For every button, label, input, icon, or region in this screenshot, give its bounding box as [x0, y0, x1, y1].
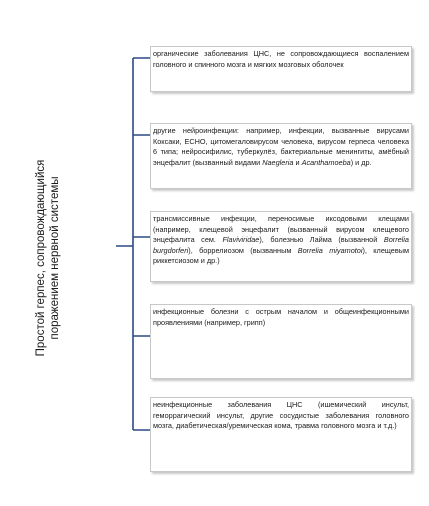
box-tick-borne-italic-b: Borrelia burgdorferi [153, 235, 409, 255]
box-tick-borne-text-c: ), боррелиозом (вызванным [188, 245, 298, 255]
box-other-neuroinfections-text-b: и [293, 157, 302, 167]
box-tick-borne-italic-c: Borrelia miyamotoi [297, 245, 363, 255]
box-acute-infectious-text: инфекционные болезни с острым началом и общеинфекционными проявлениями (например, грипп) [153, 307, 409, 327]
box-other-neuroinfections-italic-b: Acanthamoeba [301, 157, 351, 167]
box-acute-infectious-diseases [150, 304, 412, 379]
box-tick-borne-italic-a: Flaviviridae [222, 235, 260, 244]
box-other-neuroinfections-italic-a: Naegleria [262, 157, 294, 167]
box-other-neuroinfections-text-a: другие нейроинфекции: например, инфекции, вызванные вирусами Коксаки, ЕСНО, цитомегаловирусом человека, вирусом герпеса человека 6 типа; нейросифилис, туберкулёз, бактериальные менингиты, амёбный энцефалит (вызванный видами [153, 126, 409, 167]
root-label: Простой герпес, сопровождающийся поражением нервной системы [35, 159, 61, 357]
box-tick-borne-text-d: ), клещевым риккетсиозом и др.) [153, 245, 409, 265]
box-noninfectious-cns [150, 397, 412, 472]
box-organic-cns-text: органические заболевания ЦНС, не сопровождающиеся воспалением головного и спинного мозга и мягких мозговых оболочек [153, 49, 409, 69]
box-tick-borne-text-b: ), болезнью Лайма (вызванной [259, 235, 384, 244]
box-other-neuroinfections [150, 123, 412, 189]
box-tick-borne-infections [150, 211, 412, 282]
box-other-neuroinfections-text-c: ) и др. [350, 157, 372, 167]
box-tick-borne-text-a: трансмиссивные инфекции, переносимые иксодовыми клещами (например, клещевой энцефалит (вызванный вирусом клещевого энцефалита сем. [153, 214, 409, 244]
box-noninfectious-cns-text: неинфекционные заболевания ЦНС (ишемический инсульт, геморрагический инсульт, другие сосудистые заболевания головного мозга, диабетическая/уремическая кома, травма головного мозга и т.д.) [153, 400, 409, 430]
box-organic-cns [150, 46, 412, 92]
